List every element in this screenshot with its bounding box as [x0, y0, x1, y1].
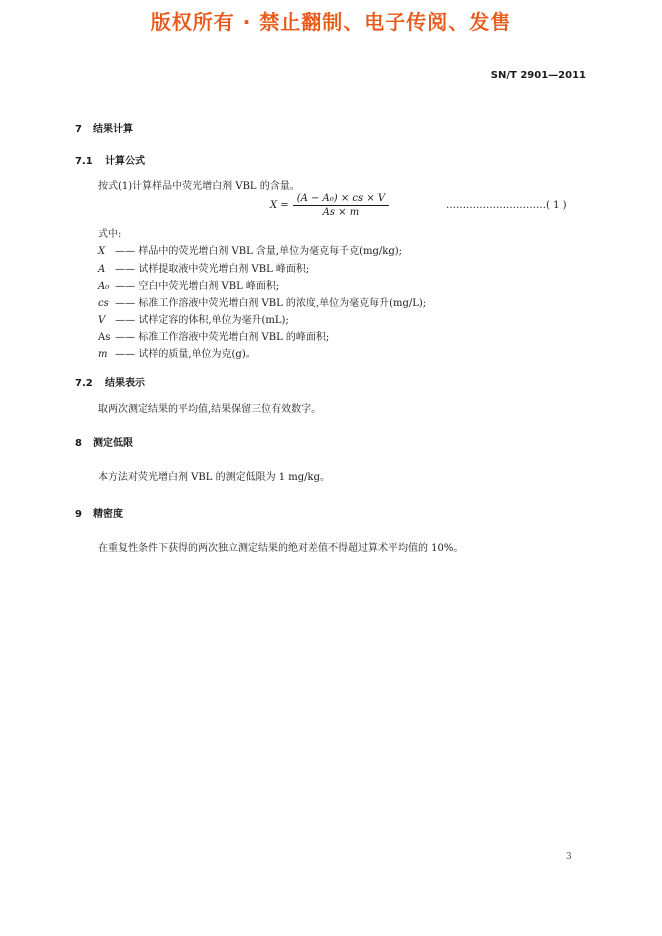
variable-symbol: As — [98, 332, 111, 343]
variable-row — [98, 345, 256, 360]
section-8-text: 本方法对荧光增白剂 VBL 的测定低限为 1 mg/kg。 — [98, 472, 331, 483]
variable-description: —— 试样的质量,单位为克(g)。 — [112, 349, 256, 360]
section-number: 7.2 — [75, 378, 93, 389]
page-number: 3 — [566, 852, 572, 862]
section-8-heading — [75, 434, 133, 449]
section-title: 结果表示 — [105, 378, 145, 389]
variable-symbol: V — [98, 315, 106, 326]
section-7-2-heading — [75, 374, 145, 389]
section-title: 精密度 — [93, 509, 123, 520]
section-title: 测定低限 — [93, 438, 133, 449]
section-7-1-heading — [75, 152, 145, 167]
section-number: 7.1 — [75, 156, 93, 167]
where-label: 式中: — [98, 229, 122, 240]
variable-description: —— 标准工作溶液中荧光增白剂 VBL 的峰面积; — [112, 332, 330, 343]
variable-row — [98, 294, 426, 309]
variable-row — [98, 328, 329, 343]
equation-tag: …………………………( 1 ) — [446, 200, 567, 211]
section-number: 9 — [75, 509, 82, 520]
formula-fraction — [293, 193, 389, 218]
formula-intro: 按式(1)计算样品中荧光增白剂 VBL 的含量。 — [98, 181, 300, 192]
variable-description: —— 空白中荧光增白剂 VBL 峰面积; — [112, 281, 280, 292]
variable-row — [98, 260, 309, 275]
variable-description: —— 标准工作溶液中荧光增白剂 VBL 的浓度,单位为毫克每升(mg/L); — [112, 298, 427, 309]
formula-lhs: X = — [270, 200, 289, 211]
section-number: 8 — [75, 438, 82, 449]
variable-description: —— 样品中的荧光增白剂 VBL 含量,单位为毫克每千克(mg/kg); — [112, 246, 402, 257]
section-7-heading — [75, 120, 133, 135]
section-9-text: 在重复性条件下获得的两次独立测定结果的绝对差值不得超过算术平均值的 10%。 — [98, 543, 464, 554]
variable-row — [98, 277, 279, 292]
variable-symbol: X — [98, 246, 106, 257]
formula-numerator: (A − A₀) × cs × V — [293, 193, 389, 206]
standard-code: SN/T 2901—2011 — [490, 70, 586, 81]
variable-description: —— 试样提取液中荧光增白剂 VBL 峰面积; — [112, 264, 310, 275]
section-title: 计算公式 — [105, 156, 145, 167]
watermark-banner: 版权所有 · 禁止翻制、电子传阅、发售 — [150, 10, 512, 34]
formula-denominator: As × m — [322, 207, 360, 218]
variable-description: —— 试样定容的体积,单位为毫升(mL); — [112, 315, 289, 326]
section-title: 结果计算 — [93, 124, 133, 135]
section-7-2-text: 取两次测定结果的平均值,结果保留三位有效数字。 — [98, 404, 322, 415]
variable-symbol: A — [98, 264, 106, 275]
formula — [270, 193, 389, 218]
section-number: 7 — [75, 124, 82, 135]
section-9-heading — [75, 505, 123, 520]
variable-symbol: m — [98, 349, 108, 360]
variable-row — [98, 242, 402, 257]
variable-symbol: A₀ — [98, 281, 110, 292]
variable-row — [98, 311, 289, 326]
variable-symbol: cs — [98, 298, 109, 309]
